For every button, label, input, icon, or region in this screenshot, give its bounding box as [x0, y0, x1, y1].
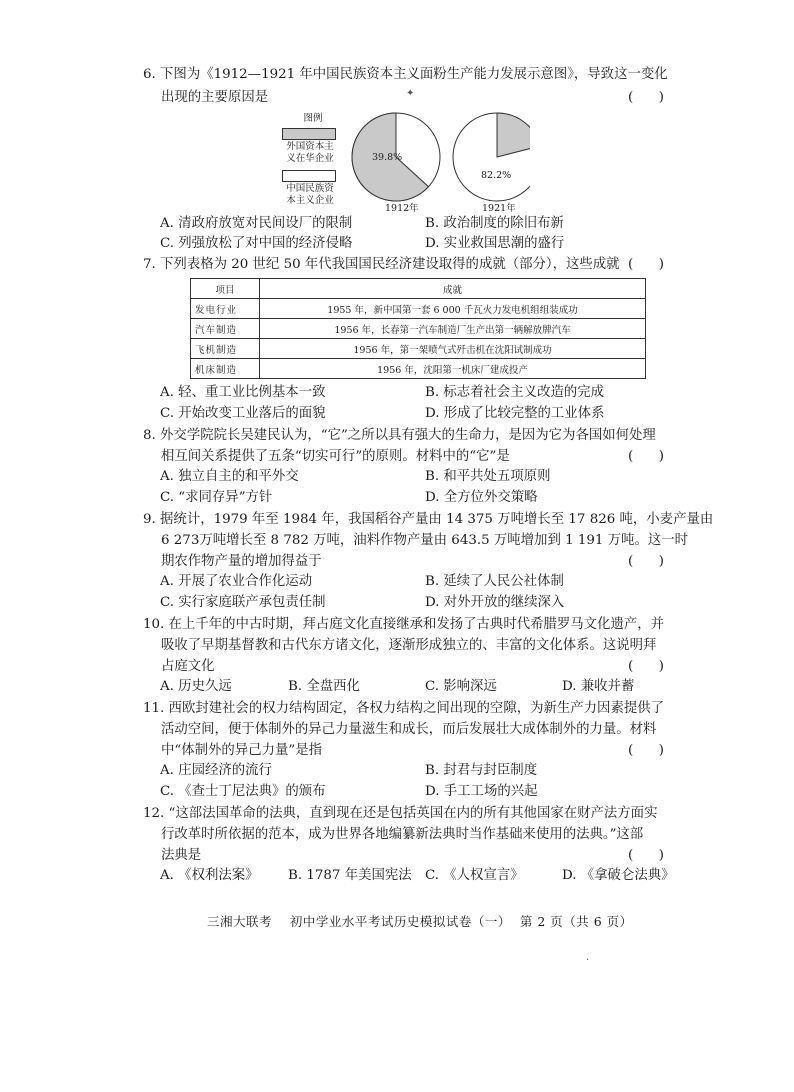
table-cell-achievement: 1956 年，长春第一汽车制造厂生产出第一辆解放牌汽车	[260, 319, 646, 339]
page-footer: 三湘大联考 初中学业水平考试历史模拟试卷（一） 第 2 页（共 6 页）	[207, 914, 633, 929]
q9-option-d: D. 对外开放的继续深入	[425, 595, 565, 610]
table-row	[191, 299, 646, 319]
table-cell-achievement: 1956 年，第一架喷气式歼击机在沈阳试制成功	[260, 339, 646, 359]
table-header-project: 项目	[191, 279, 260, 299]
q10-answer-bracket: ( )	[628, 659, 664, 674]
q10-option-d: D. 兼收并蓄	[562, 679, 635, 694]
q7-answer-bracket: ( )	[628, 257, 664, 272]
q7-option-c: C. 开始改变工业落后的面貌	[160, 406, 326, 421]
q8-answer-bracket: ( )	[628, 449, 664, 464]
q10-option-b: B. 全盘西化	[288, 679, 360, 694]
q11-option-b: B. 封君与封臣制度	[425, 763, 538, 778]
scan-speck: ·	[586, 955, 590, 966]
q10-stem-line3: 占庭文化	[161, 659, 215, 674]
q9-stem-line3: 期农作物产量的增加得益于	[161, 554, 322, 569]
table-cell-project: 发电行业	[191, 299, 260, 319]
table-cell-achievement: 1956 年，沈阳第一机床厂建成投产	[260, 359, 646, 379]
q12-option-a: A. 《权利法案》	[160, 868, 259, 883]
q6-option-a: A. 清政府放宽对民间设厂的限制	[160, 216, 353, 231]
q6-option-b: B. 政治制度的除旧布新	[425, 216, 564, 231]
q7-option-d: D. 形成了比较完整的工业体系	[425, 406, 605, 421]
q10-option-c: C. 影响深远	[425, 679, 497, 694]
q11-option-d: D. 手工工场的兴起	[425, 784, 538, 799]
legend-swatch-foreign	[282, 128, 336, 140]
legend-domestic-line1: 中国民族资	[286, 183, 334, 194]
table-cell-project: 机床制造	[191, 359, 260, 379]
q12-stem-line1: 12. “这部法国革命的法典，直到现在还是包括英国在内的所有其他国家在财产法方面实	[143, 806, 658, 821]
q12-stem-line2: 行改革时所依据的范本，成为世界各地编纂新法典时当作基础来使用的法典。”这部	[161, 827, 644, 842]
pie1-year-label: 1912年	[385, 203, 419, 214]
q9-stem-line2: 6 273万吨增长至 8 782 万吨，油料作物产量由 643.5 万吨增加到 1 191 万吨。这一时	[161, 533, 689, 548]
q6-option-c: C. 列强放松了对中国的经济侵略	[160, 236, 353, 251]
table-row	[191, 339, 646, 359]
q10-stem-line1: 10. 在上千年的中古时期，拜占庭文化直接继承和发扬了古典时代希腊罗马文化遗产，并	[143, 617, 665, 632]
q7-option-b: B. 标志着社会主义改造的完成	[425, 385, 605, 400]
table-cell-project: 飞机制造	[191, 339, 260, 359]
q12-option-c: C. 《人权宣言》	[425, 868, 524, 883]
legend-domestic-line2: 本主义企业	[286, 195, 334, 206]
q9-answer-bracket: ( )	[628, 554, 664, 569]
q11-stem-line3: 中“体制外的异己力量”是指	[161, 743, 322, 758]
table-cell-project: 汽车制造	[191, 319, 260, 339]
pie2-year-label: 1921年	[482, 203, 516, 214]
legend-title: 图例	[303, 113, 323, 124]
pie1-percent-label: 39.8%	[372, 152, 403, 163]
scan-speck: ✦	[406, 88, 415, 99]
q8-stem-line2: 相互间关系提供了五条“切实可行”的原则。材料中的“它”是	[161, 449, 510, 464]
q9-stem-line1: 9. 据统计，1979 年至 1984 年，我国稻谷产量由 14 375 万吨增长至 17 826 吨，小麦产量由	[143, 512, 714, 527]
q11-stem-line1: 11. 西欧封建社会的权力结构固定，各权力结构之间出现的空隙，为新生产力因素提供了	[143, 701, 665, 716]
q9-option-c: C. 实行家庭联产承包责任制	[160, 595, 326, 610]
legend-foreign-line2: 义在华企业	[286, 153, 334, 164]
q6-stem-line2: 出现的主要原因是	[161, 90, 269, 105]
q12-answer-bracket: ( )	[628, 848, 664, 863]
q10-stem-line2: 吸收了早期基督教和古代东方诸文化，逐渐形成独立的、丰富的文化体系。这说明拜	[161, 638, 657, 653]
q12-stem-line3: 法典是	[161, 848, 202, 863]
table-row	[191, 319, 646, 339]
q8-stem-line1: 8. 外交学院院长吴建民认为，“它”之所以具有强大的生命力，是因为它为各国如何处理	[143, 428, 656, 443]
q8-option-d: D. 全方位外交策略	[425, 490, 538, 505]
q9-option-b: B. 延续了人民公社体制	[425, 574, 564, 589]
q12-option-b: B. 1787 年美国宪法	[288, 868, 412, 883]
q7-stem: 7. 下列表格为 20 世纪 50 年代我国国民经济建设取得的成就（部分），这些成就	[143, 257, 620, 272]
q10-option-a: A. 历史久远	[160, 679, 232, 694]
q8-option-a: A. 独立自主的和平外交	[160, 469, 299, 484]
q6-answer-bracket: ( )	[628, 90, 664, 105]
table-row	[191, 359, 646, 379]
legend-swatch-domestic	[282, 170, 336, 182]
q9-option-a: A. 开展了农业合作化运动	[160, 574, 313, 589]
table-cell-achievement: 1955 年，新中国第一套 6 000 千瓦火力发电机组组装成功	[260, 299, 646, 319]
q11-option-c: C. 《查士丁尼法典》的颁布	[160, 784, 326, 799]
table-header-row	[191, 279, 646, 299]
q8-option-c: C. “求同存异”方针	[160, 490, 273, 505]
q6-stem-line1: 6. 下图为《1912—1921 年中国民族资本主义面粉生产能力发展示意图》，导致这一变化	[143, 67, 668, 82]
q6-option-d: D. 实业救国思潮的盛行	[425, 236, 565, 251]
q12-option-d: D. 《拿破仑法典》	[562, 868, 675, 883]
q11-option-a: A. 庄园经济的流行	[160, 763, 272, 778]
q8-option-b: B. 和平共处五项原则	[425, 469, 551, 484]
pie2-percent-label: 82.2%	[481, 170, 512, 181]
table-header-achievement: 成就	[260, 279, 646, 299]
q7-achievements-table	[190, 278, 646, 379]
q11-stem-line2: 活动空间，便于体制外的异己力量滋生和成长，而后发展壮大成体制外的力量。材料	[161, 722, 657, 737]
q11-answer-bracket: ( )	[628, 743, 664, 758]
q7-option-a: A. 轻、重工业比例基本一致	[160, 385, 326, 400]
legend-foreign-line1: 外国资本主	[286, 141, 334, 152]
